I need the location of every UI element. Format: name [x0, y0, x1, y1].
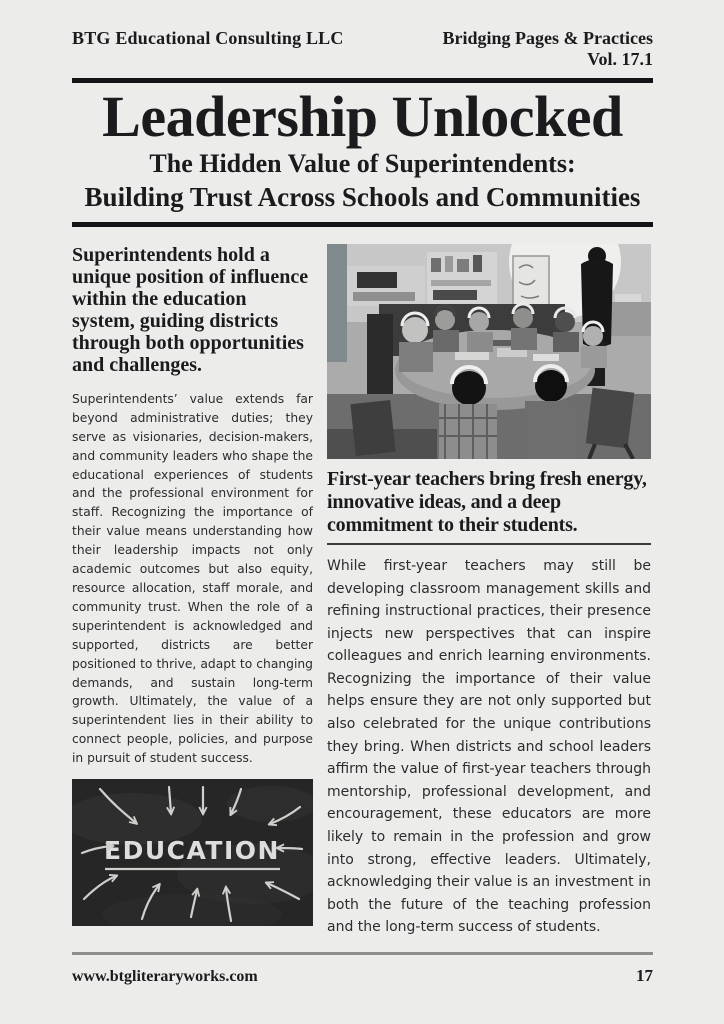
- brand-name: BTG Educational Consulting LLC: [72, 28, 344, 48]
- volume-number: Vol. 17.1: [587, 49, 653, 70]
- subtitle-line-1: The Hidden Value of Superintendents:: [149, 148, 576, 178]
- headline-divider: [72, 222, 653, 227]
- classroom-photo-illustration: [327, 244, 651, 459]
- caption-divider: [327, 543, 651, 545]
- subtitle-line-2: Building Trust Across Schools and Communities: [84, 182, 641, 213]
- publication-block: [443, 28, 653, 70]
- left-column: [72, 244, 313, 939]
- publication-title: Bridging Pages & Practices: [442, 28, 653, 48]
- footer: [72, 966, 653, 986]
- chalkboard-illustration: [72, 779, 313, 926]
- right-column: [327, 244, 651, 939]
- photo-caption-heading: First-year teachers bring fresh energy, innovative ideas, and a deep commitment to their students.: [327, 467, 647, 536]
- lead-paragraph: Superintendents hold a unique position of influence within the education system, guiding districts through both opportunities and challenges.: [72, 243, 309, 376]
- education-chalkboard-image: [72, 779, 313, 926]
- left-body-paragraph: Superintendents’ value extends far beyond administrative duties; they serve as visionaries, decision-makers, and community leaders who shape the educational experiences of students and the professional environment for staff. Recognizing the importance of their value means understanding how their leadership impacts not only academic outcomes but also equity, resource allocation, staff morale, and community trust. When the role of a superintendent is acknowledged and supported, districts are better positioned to thrive, adapt to changing demands, and sustain long-term growth. Ultimately, the value of a superintendent lies in their ability to connect people, policies, and purpose in pursuit of student success.: [72, 391, 313, 766]
- website-url: www.btgliteraryworks.com: [72, 968, 258, 985]
- masthead-divider: [72, 78, 653, 83]
- chalkboard-word: EDUCATION: [104, 836, 280, 866]
- article-columns: [72, 244, 653, 939]
- right-body-paragraph: While first-year teachers may still be developing classroom management skills and refining instructional practices, their presence injects new perspectives that can inspire colleagues and enrich learning environments. Recognizing the importance of their value helps ensure they are not only supported but also celebrated for the unique contributions they bring. When districts and school leaders affirm the value of first-year teachers through mentorship, professional development, and encouragement, these educators are more likely to remain in the profession and grow into strong, effective leaders. Ultimately, acknowledging their value is an investment in both the future of the teaching profession and the long-term success of students.: [327, 557, 651, 936]
- page-title: Leadership Unlocked: [102, 84, 623, 150]
- masthead: [72, 0, 653, 70]
- page-number: 17: [636, 966, 653, 985]
- classroom-photo: [327, 244, 651, 459]
- footer-divider: [72, 952, 653, 955]
